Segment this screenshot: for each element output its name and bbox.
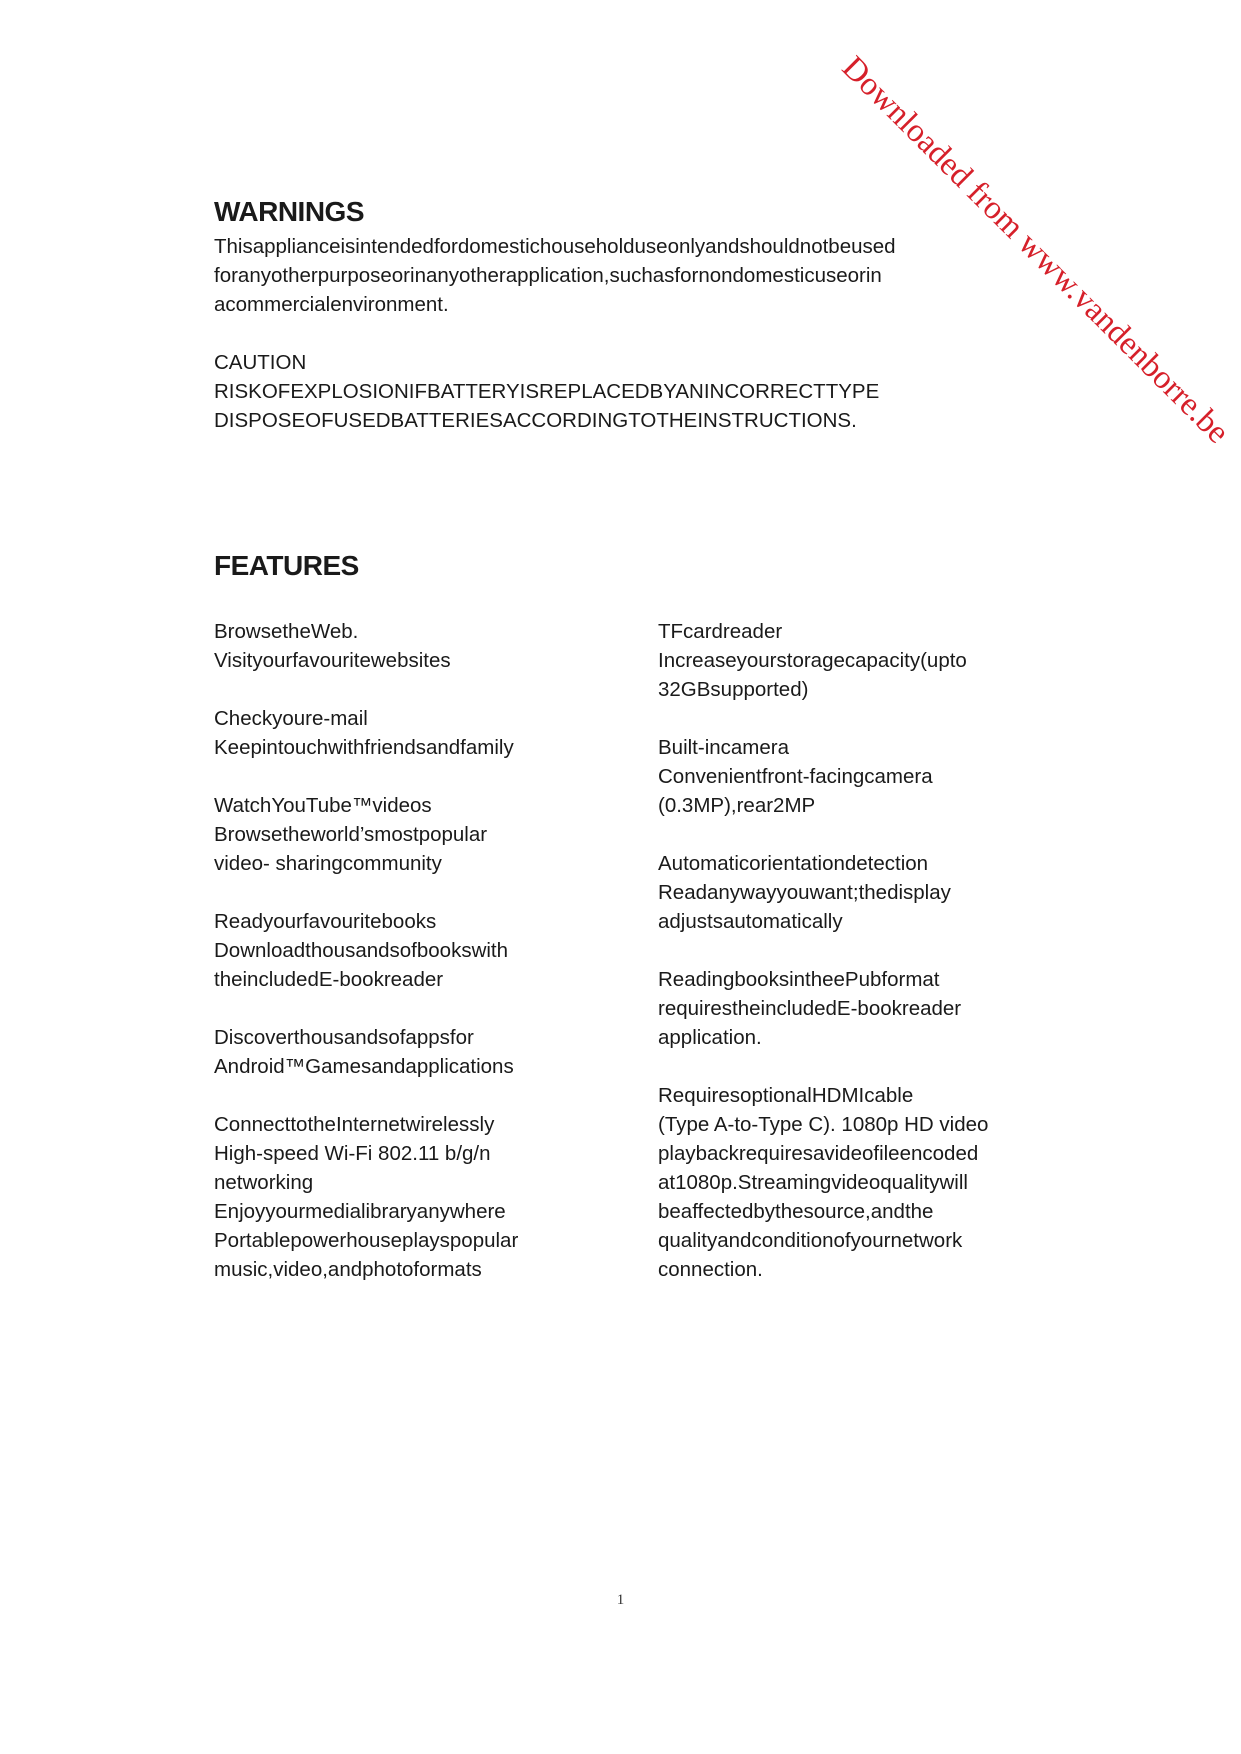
feature-desc: theincludedE-bookreader: [214, 968, 444, 991]
page-number: 1: [616, 1592, 625, 1608]
feature-desc: qualityandconditionofyournetwork: [658, 1229, 963, 1252]
feature-tf-card: [658, 617, 988, 704]
warnings-paragraph: [214, 232, 896, 319]
feature-desc: video- sharingcommunity: [214, 852, 442, 875]
feature-desc: Android™Gamesandapplications: [214, 1055, 514, 1078]
feature-desc: connection.: [658, 1258, 763, 1281]
feature-desc: adjustsautomatically: [658, 910, 843, 933]
warnings-line: acommercialenvironment.: [214, 293, 449, 316]
feature-desc: networking: [214, 1171, 314, 1194]
feature-desc: (0.3MP),rear2MP: [658, 794, 816, 817]
warnings-line: Thisapplianceisintendedfordomestichouseholduseonlyandshouldnotbeused: [214, 235, 896, 258]
features-left-column: [214, 617, 518, 1284]
feature-title: WatchYouTube™videos: [214, 794, 432, 817]
feature-desc: Browsetheworld’smostpopular: [214, 823, 488, 846]
feature-wireless-media: [214, 1110, 518, 1284]
feature-desc: beaffectedbythesource,andthe: [658, 1200, 934, 1223]
features-right-column: [658, 617, 988, 1284]
feature-hdmi: [658, 1081, 988, 1284]
feature-orientation: [658, 849, 988, 936]
feature-desc: music,video,andphotoformats: [214, 1258, 482, 1281]
feature-desc: playbackrequiresavideofileencoded: [658, 1142, 979, 1165]
feature-desc: Visityourfavouritewebsites: [214, 649, 451, 672]
feature-desc: 32GBsupported): [658, 678, 809, 701]
feature-desc: High-speed Wi-Fi 802.11 b/g/n: [214, 1142, 491, 1165]
feature-desc: application.: [658, 1026, 762, 1049]
feature-browse: [214, 617, 518, 675]
feature-epub: [658, 965, 988, 1052]
feature-title: ReadingbooksintheePubformat: [658, 968, 940, 991]
feature-desc: Keepintouchwithfriendsandfamily: [214, 736, 514, 759]
feature-title: Discoverthousandsofappsfor: [214, 1026, 474, 1049]
feature-title: Readyourfavouritebooks: [214, 910, 437, 933]
feature-desc: Readanywayyouwant;thedisplay: [658, 881, 951, 904]
watermark[interactable]: Downloaded from www.vandenborre.be: [834, 49, 1236, 451]
warnings-heading: WARNINGS: [214, 196, 364, 227]
feature-desc: Portablepowerhouseplayspopular: [214, 1229, 519, 1252]
feature-desc: Downloadthousandsofbookswith: [214, 939, 509, 962]
feature-title: TFcardreader: [658, 620, 783, 643]
feature-desc: at1080p.Streamingvideoqualitywill: [658, 1171, 968, 1194]
feature-title: Enjoyyourmedialibraryanywhere: [214, 1200, 506, 1223]
feature-desc: requirestheincludedE-bookreader: [658, 997, 962, 1020]
feature-title: RequiresoptionalHDMIcable: [658, 1084, 914, 1107]
features-heading: FEATURES: [214, 550, 359, 581]
feature-desc: Convenientfront-facingcamera: [658, 765, 933, 788]
warnings-line: foranyotherpurposeorinanyotherapplication,suchasfornondomesticuseorin: [214, 264, 882, 287]
feature-title: Automaticorientationdetection: [658, 852, 929, 875]
feature-title: Built-incamera: [658, 736, 790, 759]
feature-desc: Increaseyourstoragecapacity(upto: [658, 649, 967, 672]
feature-title: ConnecttotheInternetwirelessly: [214, 1113, 495, 1136]
feature-email: [214, 704, 518, 762]
caution-line: RISKOFEXPLOSIONIFBATTERYISREPLACEDBYANINCORRECTTYPE: [214, 380, 880, 403]
feature-desc: (Type A-to-Type C). 1080p HD video: [658, 1113, 989, 1136]
feature-apps: [214, 1023, 518, 1081]
feature-title: Checkyoure-mail: [214, 707, 368, 730]
feature-title: BrowsetheWeb.: [214, 620, 359, 643]
feature-youtube: [214, 791, 518, 878]
caution-line: DISPOSEOFUSEDBATTERIESACCORDINGTOTHEINSTRUCTIONS.: [214, 409, 857, 432]
caution-title: CAUTION: [214, 351, 307, 374]
feature-books: [214, 907, 518, 994]
caution-paragraph: [214, 348, 879, 435]
feature-camera: [658, 733, 988, 820]
